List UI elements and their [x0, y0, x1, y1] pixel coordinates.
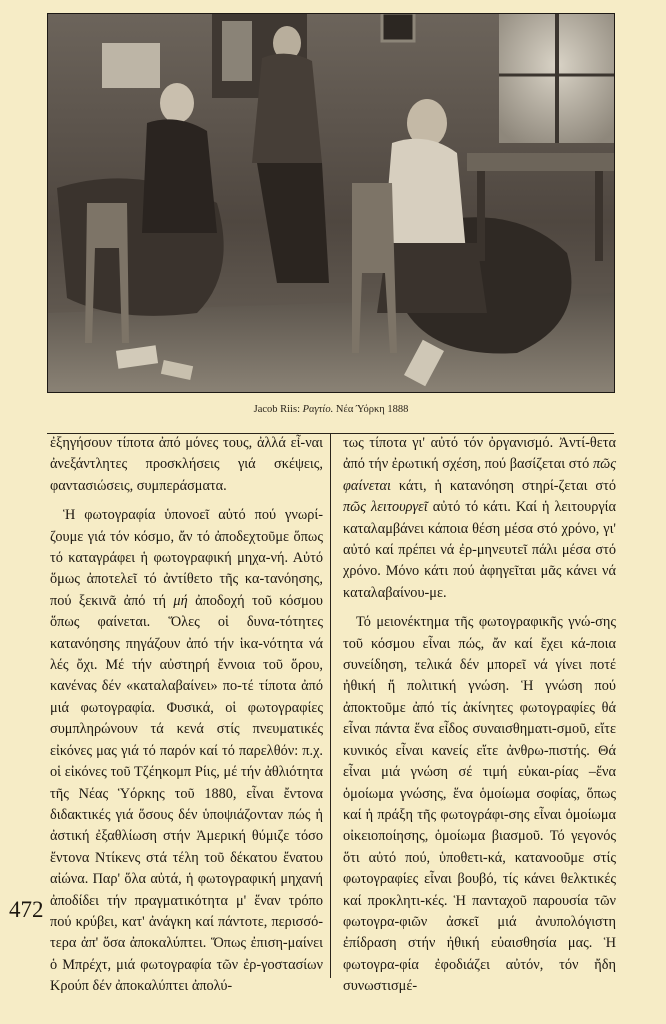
photo-illustration — [47, 13, 615, 393]
page-number: 472 — [9, 897, 44, 922]
left-paragraph-1: ἐξηγήσουν τίποτα ἀπό μόνες τους, ἀλλά εἶ-ναι ἀνεξάντλητες προσκλήσεις γιά σκέψεις, φαντασιώσεις, συμπεράσματα. — [50, 435, 323, 494]
photo-caption — [47, 404, 615, 415]
right-paragraph-1-b: κάτι, ἡ κατανόηση στηρί-ζεται στό — [398, 477, 616, 494]
right-paragraph-1-c: αὐτό τό κάτι. Καί ἡ λειτουργία καταλαμβάνει κάποια θέση μέσα στό χρόνο, γι' αὐτό καί πρέπει νά ἐρ-μηνευτεῖ πάλι μέσα στό χρόνο. Μόνο κάτι πού ἀφηγεῖται μᾶς κάνει νά καταλαβαίνου-με. — [343, 499, 616, 601]
caption-place-date: Νέα Ύόρκη 1888 — [335, 404, 409, 415]
caption-author: Jacob Riis: — [253, 404, 300, 415]
column-divider — [330, 433, 331, 978]
archival-photograph — [47, 13, 615, 393]
left-paragraph-2-emphasis: μή — [173, 592, 188, 609]
left-paragraph-2-b: ἀποδοχή τοῦ κόσμου ὅπως φαίνεται. Ὅλες οἱ δυνα-τότητες κατανόησης πηγάζουν ἀπό τήν ἱκα-νότητα νά λές ὄχι. Μέ τήν αὐστηρή ἔννοια τοῦ ὅρου, κανένας δέν «καταλαβαίνει» πο-τέ τίποτα ἀπό μιά φωτογραφία. Φυσικά, οἱ φωτογραφίες συμπληρώνουν τά κενά στίς πνευματικές εἰκόνες μας γιά τό παρόν καί τό παρελθόν: π.χ. οἱ εἰκόνες τοῦ Τζέηκομπ Ρίις, μέ τήν ἀθλιότητα τῆς Νέας Ὑόρκης τοῦ 1880, εἶναι ἔντονα διδακτικές γιά ὅσους δέν ὑποψιάζονταν πώς ἡ ἀστική ἐξαθλίωση στήν Ἀμερική θύμιζε τόσο ἔντονα Ντίκενς στά τέλη τοῦ δέκατου ἔνατου αἰώνα. Παρ' ὅλα αὐτά, ἡ φωτογραφική μηχανή ἀποδίδει τήν πραγματικότητα μ' ἕναν τρόπο πού κρύβει, κατ' ἀνάγκη καί πάντοτε, περισσό-τερα ἀπ' ὅσα ἀποκαλύπτει. Ὅπως ἐπιση-μαίνει ὁ Μπρέχτ, μιά φωτογραφία τῶν ἐρ-γοστασίων Κρούπ δέν ἀποκαλύπτει ἀπολύ- — [50, 592, 323, 995]
caption-title: Ραγτίο. — [302, 404, 334, 415]
left-paragraph-2-a: Ἡ φωτογραφία ὑπονοεῖ αὐτό πού γνωρί-ζουμε γιά τόν κόσμο, ἄν τό ἀποδεχτοῦμε ὅπως τό καταγράφει ἡ φωτογραφική μηχα-νή. Αὐτό ὅμως ἀποτελεῖ τό ἀντίθετο τῆς κα-τανόησης, πού ξεκινᾶ ἀπό τή — [50, 507, 323, 609]
right-paragraph-2: Τό μειονέκτημα τῆς φωτογραφικῆς γνώ-σης τοῦ κόσμου εἶναι πώς, ἄν καί ἔχει κά-ποια συνείδηση, τελικά δέν μπορεῖ νά γίνει ποτέ ἠθική ἤ πολιτική γνώση. Ἡ γνώση πού ἀποκτοῦμε ἀπό τίς ἀκίνητες φωτογραφίες θά εἶναι πάντα ἕνα εἶδος συναισθηματι-σμοῦ, εἴτε κυνικός εἶναι κανείς εἴτε ἀνθρω-πιστής. Θά εἶναι μιά γνώση σέ τιμή εὐκαι-ρίας –ἕνα ὁμοίωμα γνώσης, ἕνα ὁμοίωμα σοφίας, ὅπως καί ἡ πράξη τῆς φωτογράφι-σης εἶναι ὁμοίωμα οἰκειοποίησης, ὁμοίωμα βιασμοῦ. Τό γεγονός ὅτι αὐτό πού, ὑποθετι-κά, κατανοοῦμε στίς φωτογραφίες εἶναι βουβό, τίς κάνει θελκτικές καί προκλητι-κές. Ἡ πανταχοῦ παρουσία τῶν φωτογρα-φιῶν ἀσκεῖ μιά ἀνυπολόγιστη ἐπίδραση στήν ἠθική εὐαισθησία μας. Ἡ φωτογρα-φία ἐφοδιάζει αὐτόν, τόν ἤδη συνωστισμέ- — [343, 614, 616, 995]
left-column — [50, 433, 323, 998]
right-paragraph-1-emphasis-2: πῶς λειτουργεῖ — [343, 499, 428, 516]
right-paragraph-1-a: τως τίποτα γι' αὐτό τόν ὀργανισμό. Ἀντί-θετα ἀπό τήν ἐρωτική σχέση, πού βασίζεται στό — [343, 435, 616, 473]
right-paragraph-1-emphasis-1: πῶς φαίνεται — [343, 456, 617, 494]
right-column — [343, 433, 616, 998]
left-paragraph-2 — [50, 505, 323, 997]
right-paragraph-1 — [343, 433, 616, 604]
